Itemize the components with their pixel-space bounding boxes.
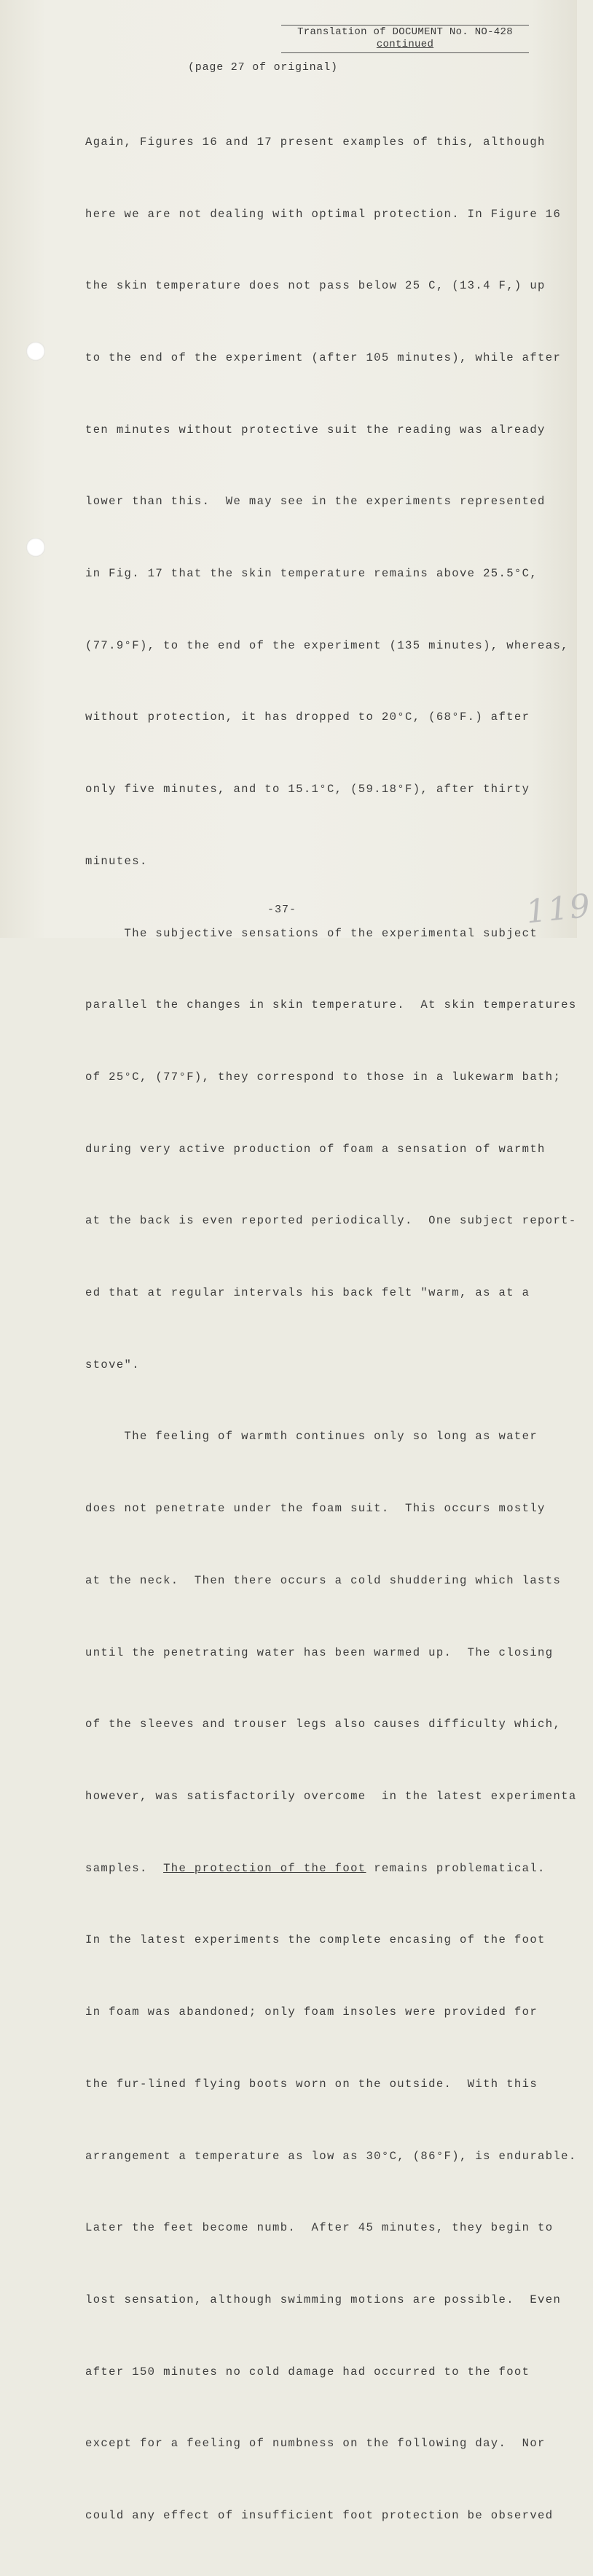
text-line: the skin temperature does not pass below 25 C, (13.4 F,) up <box>85 279 546 293</box>
header-title: Translation of DOCUMENT No. NO-428 <box>297 26 513 38</box>
text-line: The feeling of warmth continues only so long as water <box>85 1430 538 1444</box>
text-line: without protection, it has dropped to 20°C, (68°F.) after <box>85 710 530 724</box>
text-line: The subjective sensations of the experimental subject <box>85 926 538 940</box>
original-page-reference: (page 27 of original) <box>188 61 338 74</box>
text-line: only five minutes, and to 15.1°C, (59.18°F), after thirty <box>85 783 530 796</box>
text-line: ed that at regular intervals his back felt "warm, as at a <box>85 1286 530 1300</box>
text-line: ten minutes without protective suit the reading was already <box>85 423 546 436</box>
text-line: parallel the changes in skin temperature. At skin temperatures <box>85 998 577 1012</box>
punch-hole-top <box>26 342 45 361</box>
text-line: to the end of the experiment (after 105 minutes), while after <box>85 351 562 364</box>
text-line: stove". <box>85 1358 140 1371</box>
handwritten-folio-number: 119 <box>524 887 593 931</box>
text-line: at the neck. Then there occurs a cold shuddering which lasts <box>85 1573 562 1587</box>
text-line: could any effect of insufficient foot protection be observed <box>85 2509 554 2523</box>
text-line: arrangement a temperature as low as 30°C, (86°F), is endurable. <box>85 2149 577 2163</box>
text-line: (77.9°F), to the end of the experiment (135 minutes), whereas, <box>85 638 569 652</box>
text-line: except for a feeling of numbness on the following day. Nor <box>85 2437 546 2451</box>
header-continued: continued <box>376 39 434 50</box>
text-line: of 25°C, (77°F), they correspond to those in a lukewarm bath; <box>85 1070 562 1084</box>
text-line: does not penetrate under the foam suit. This occurs mostly <box>85 1502 546 1516</box>
text-fragment: remains problematical. <box>366 1861 546 1875</box>
text-line: in foam was abandoned; only foam insoles were provided for <box>85 2005 538 2019</box>
text-line: Again, Figures 16 and 17 present examples of this, although <box>85 135 546 149</box>
punch-hole-bottom <box>26 538 45 557</box>
text-line: here we are not dealing with optimal protection. In Figure 16 <box>85 207 562 221</box>
text-line: Later the feet become numb. After 45 minutes, they begin to <box>85 2221 554 2235</box>
text-line <box>85 1857 544 1881</box>
text-line: the fur-lined flying boots worn on the outside. With this <box>85 2077 538 2091</box>
text-line: during very active production of foam a sensation of warmth <box>85 1142 546 1156</box>
text-line: after 150 minutes no cold damage had occurred to the foot <box>85 2365 530 2379</box>
text-line: however, was satisfactorily overcome in the latest experimenta <box>85 1789 577 1803</box>
text-line: In the latest experiments the complete encasing of the foot <box>85 1933 546 1947</box>
text-line: lower than this. We may see in the experiments represented <box>85 495 546 509</box>
underlined-phrase: The protection of the foot <box>163 1861 366 1875</box>
text-line: lost sensation, although swimming motions are possible. Even <box>85 2293 562 2306</box>
page-number: -37- <box>267 904 297 916</box>
text-line: in Fig. 17 that the skin temperature remains above 25.5°C, <box>85 567 538 581</box>
text-line: of the sleeves and trouser legs also causes difficulty which, <box>85 1718 562 1731</box>
document-header <box>281 25 529 53</box>
text-line: at the back is even reported periodically. One subject report- <box>85 1214 577 1228</box>
text-fragment: samples. <box>85 1861 164 1875</box>
text-line: minutes. <box>85 854 148 868</box>
text-line: until the penetrating water has been warmed up. The closing <box>85 1645 554 1659</box>
